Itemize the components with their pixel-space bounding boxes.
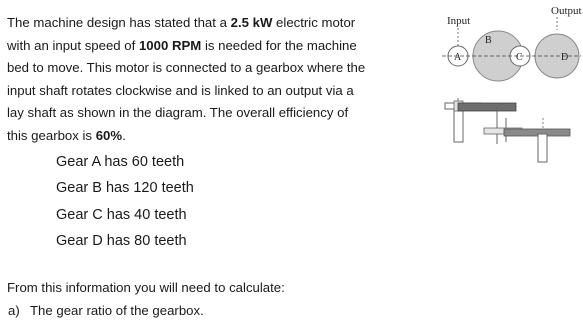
- statement-line-2: [7, 35, 417, 58]
- output-shaft-side: [538, 134, 547, 162]
- gear-a-info: Gear A has 60 teeth: [56, 154, 185, 170]
- gear-a-label: A: [454, 52, 462, 63]
- statement-text: is needed for the machine: [201, 37, 357, 53]
- calc-item-a-text: The gear ratio of the gearbox.: [30, 303, 204, 318]
- gearbox-diagram: [440, 0, 583, 170]
- motor-power: 2.5 kW: [230, 15, 273, 30]
- calculation-section: [7, 276, 285, 322]
- statement-text: .: [122, 127, 126, 143]
- gear-d-info: Gear D has 80 teeth: [56, 233, 187, 250]
- gear-b-info: Gear B has 120 teeth: [56, 180, 194, 197]
- output-label: Output: [551, 5, 582, 17]
- gear-b-label: B: [485, 35, 492, 46]
- statement-text: this gearbox is: [7, 127, 96, 143]
- input-label: Input: [447, 15, 471, 27]
- gear-d-side: [504, 129, 570, 136]
- gear-list: [56, 149, 194, 255]
- statement-line-5: lay shaft as shown in the diagram. The overall efficiency of: [7, 105, 349, 121]
- calc-item-a-letter: a): [8, 303, 20, 318]
- gear-d-label: D: [561, 52, 569, 63]
- gear-b-side: [458, 103, 516, 111]
- statement-line-4: input shaft rotates clockwise and is linked to an output via a: [7, 82, 354, 98]
- efficiency-value: 60%: [95, 127, 123, 143]
- statement-text: electric motor: [272, 15, 356, 30]
- input-shaft-side-lower: [454, 108, 463, 142]
- gear-c-info: Gear C has 40 teeth: [56, 206, 187, 223]
- gear-c-label: C: [516, 52, 523, 63]
- statement-text: The machine design has stated that a: [7, 15, 231, 30]
- statement-line-3: bed to move. This motor is connected to a gearbox where the: [7, 60, 366, 76]
- statement-line-1: [7, 12, 417, 35]
- problem-statement: [7, 12, 417, 148]
- calc-heading: From this information you will need to calculate:: [7, 280, 285, 295]
- statement-text: with an input speed of: [7, 37, 139, 53]
- statement-line-6: [7, 125, 417, 148]
- input-speed: 1000 RPM: [138, 37, 202, 53]
- calc-item-a: [7, 299, 285, 322]
